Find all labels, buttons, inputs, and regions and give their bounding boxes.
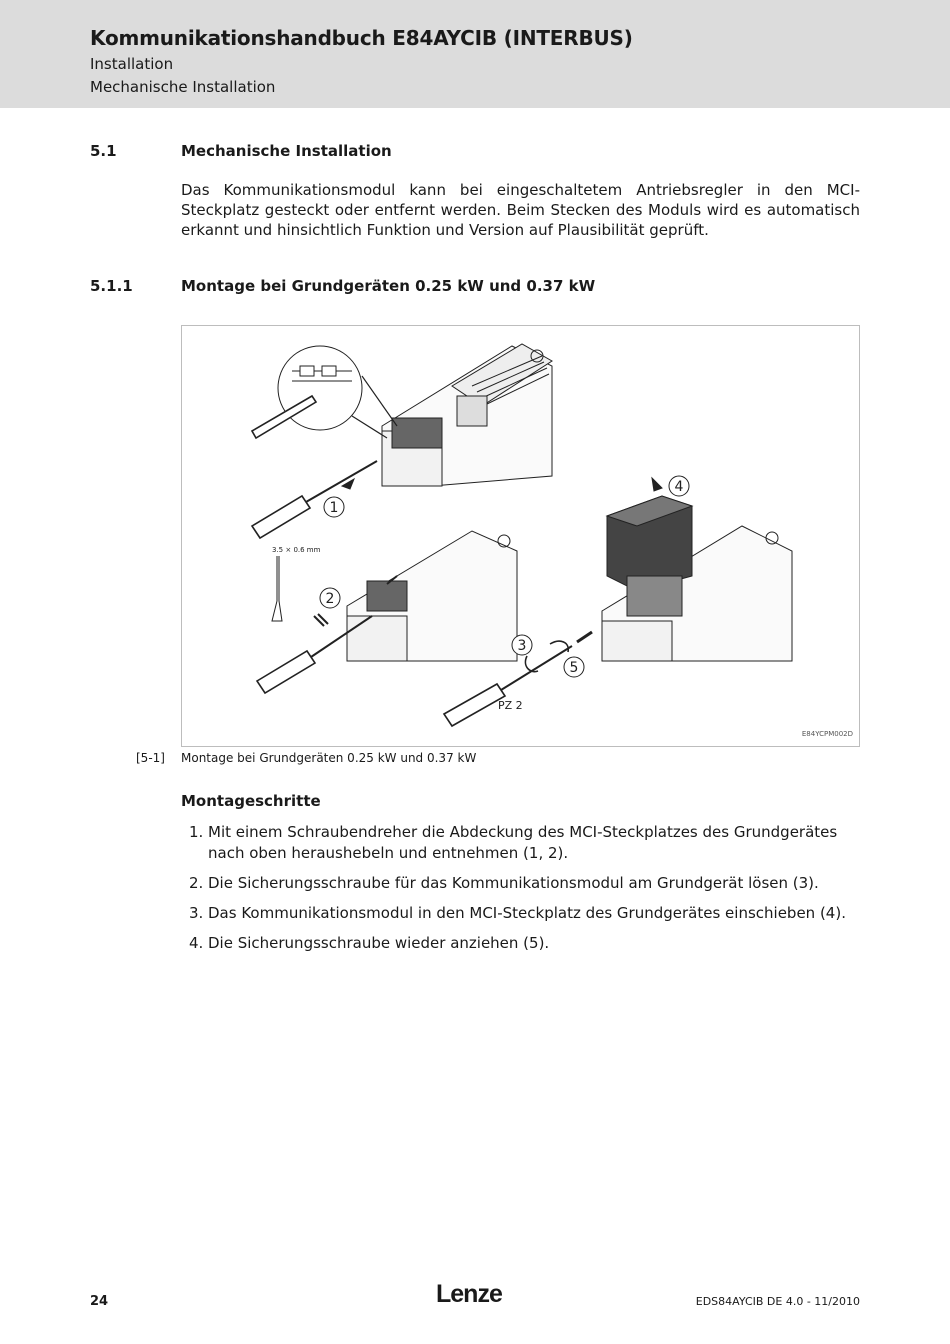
callout-3: 3 — [517, 638, 527, 654]
section-number: 5.1 — [90, 142, 117, 160]
callout-1: 1 — [329, 500, 339, 516]
list-item — [181, 822, 871, 864]
step-text: Die Sicherungsschraube wieder anziehen (5). — [208, 934, 550, 952]
section-title: Mechanische Installation — [181, 142, 392, 160]
page-number: 24 — [90, 1294, 109, 1309]
list-item — [181, 903, 871, 924]
step-number: 2. — [189, 874, 204, 892]
list-item — [181, 873, 871, 894]
drive-unit-left — [347, 531, 517, 661]
breadcrumb-chapter: Installation — [90, 55, 174, 73]
drive-unit-top — [382, 344, 552, 486]
list-item — [181, 933, 871, 954]
zoom-detail — [252, 346, 397, 438]
blade-sketch — [272, 556, 282, 621]
figure-caption-number: [5-1] — [136, 751, 165, 765]
brand-logo: Lenze — [436, 1280, 502, 1308]
step-text: Das Kommunikationsmodul in den MCI-Steckplatz des Grundgerätes einschieben (4). — [208, 904, 846, 922]
step-number: 3. — [189, 904, 204, 922]
communication-module — [607, 476, 692, 616]
screwdriver-1 — [252, 461, 377, 538]
bit-label: PZ 2 — [498, 699, 523, 712]
section-paragraph: Das Kommunikationsmodul kann bei eingeschaltetem Antriebsregler in den MCI-Steckplatz gesteckt oder entfernt werden. Beim Stecken des Moduls wird es automatisch erkannt und hinsichtlich Funktion und Version auf Plausibilität geprüft. — [181, 181, 860, 239]
figure-caption: Montage bei Grundgeräten 0.25 kW und 0.37 kW — [181, 751, 477, 765]
callout-2: 2 — [325, 591, 335, 607]
callout-4: 4 — [674, 479, 684, 495]
document-title: Kommunikationshandbuch E84AYCIB (INTERBUS) — [90, 26, 633, 50]
installation-illustration — [182, 326, 858, 745]
step-number: 4. — [189, 934, 204, 952]
subsection-number: 5.1.1 — [90, 277, 133, 295]
step-text: Die Sicherungsschraube für das Kommunikationsmodul am Grundgerät lösen (3). — [208, 874, 819, 892]
page-header — [0, 0, 950, 108]
figure-code: E84YCPM002D — [801, 730, 853, 738]
steps-title: Montageschritte — [181, 792, 321, 810]
step-number: 1. — [189, 823, 204, 841]
breadcrumb-section: Mechanische Installation — [90, 78, 276, 96]
step-text: Mit einem Schraubendreher die Abdeckung des MCI-Steckplatzes des Grundgerätes nach oben heraushebeln und entnehmen (1, 2). — [208, 823, 838, 862]
callout-5: 5 — [569, 660, 579, 676]
subsection-title: Montage bei Grundgeräten 0.25 kW und 0.37 kW — [181, 277, 596, 295]
installation-figure — [181, 325, 860, 747]
document-id: EDS84AYCIB DE 4.0 - 11/2010 — [695, 1295, 860, 1308]
steps-list — [181, 822, 871, 963]
blade-spec-label: 3.5 × 0.6 mm — [272, 546, 321, 554]
